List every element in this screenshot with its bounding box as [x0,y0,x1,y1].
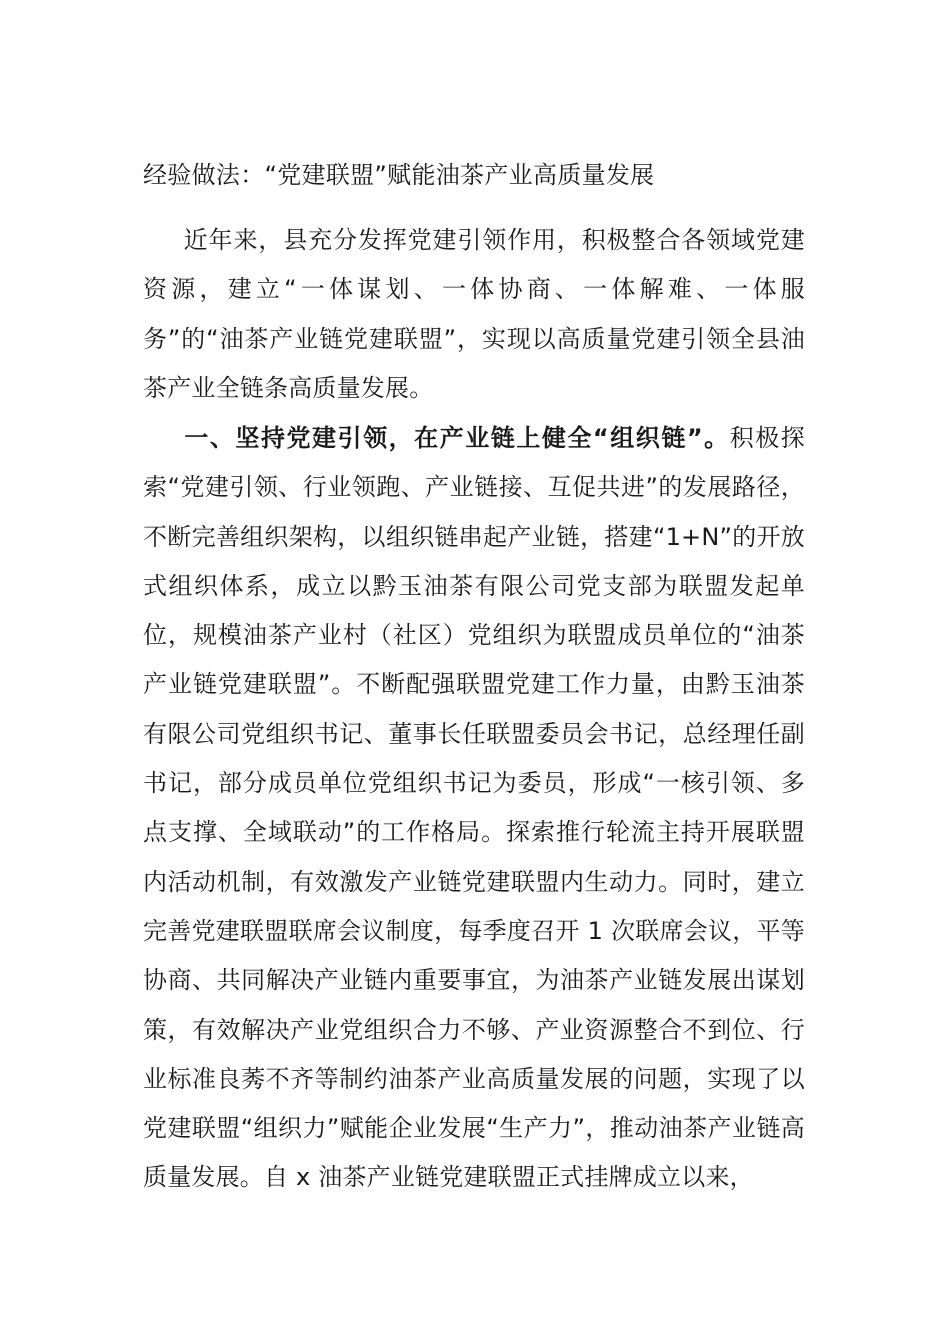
document-title: 经验做法：“党建联盟”赋能油茶产业高质量发展 [143,161,655,189]
section-1-paragraph [143,414,805,1203]
intro-paragraph-text: 近年来，县充分发挥党建引领作用，积极整合各领域党建资源，建立“一体谋划、一体协商、一体解难、一体服务”的“油茶产业链党建联盟”，实现以高质量党建引领全县油茶产业全链条高质量发展。 [143,226,805,402]
intro-paragraph [143,216,805,413]
section-1-heading: 一、坚持党建引领，在产业链上健全“组织链”。 [183,424,730,452]
section-1-body: 积极探索“党建引领、行业领跑、产业链接、互促共进”的发展路径，不断完善组织架构，以组织链串起产业链，搭建“1+N”的开放式组织体系，成立以黔玉油茶有限公司党支部为联盟发起单位，规模油茶产业村（社区）党组织为联盟成员单位的“油茶产业链党建联盟”。不断配强联盟党建工作力量，由黔玉油茶有限公司党组织书记、董事长任联盟委员会书记，总经理任副书记，部分成员单位党组织书记为委员，形成“一核引领、多点支撑、全域联动”的工作格局。探索推行轮流主持开展联盟内活动机制，有效激发产业链党建联盟内生动力。同时，建立完善党建联盟联席会议制度，每季度召开 1 次联席会议，平等协商、共同解决产业链内重要事宜，为油茶产业链发展出谋划策，有效解决产业党组织合力不够、产业资源整合不到位、行业标准良莠不齐等制约油茶产业高质量发展的问题，实现了以党建联盟“组织力”赋能企业发展“生产力”，推动油茶产业链高质量发展。自 x 油茶产业链党建联盟正式挂牌成立以来， [143,424,805,1192]
